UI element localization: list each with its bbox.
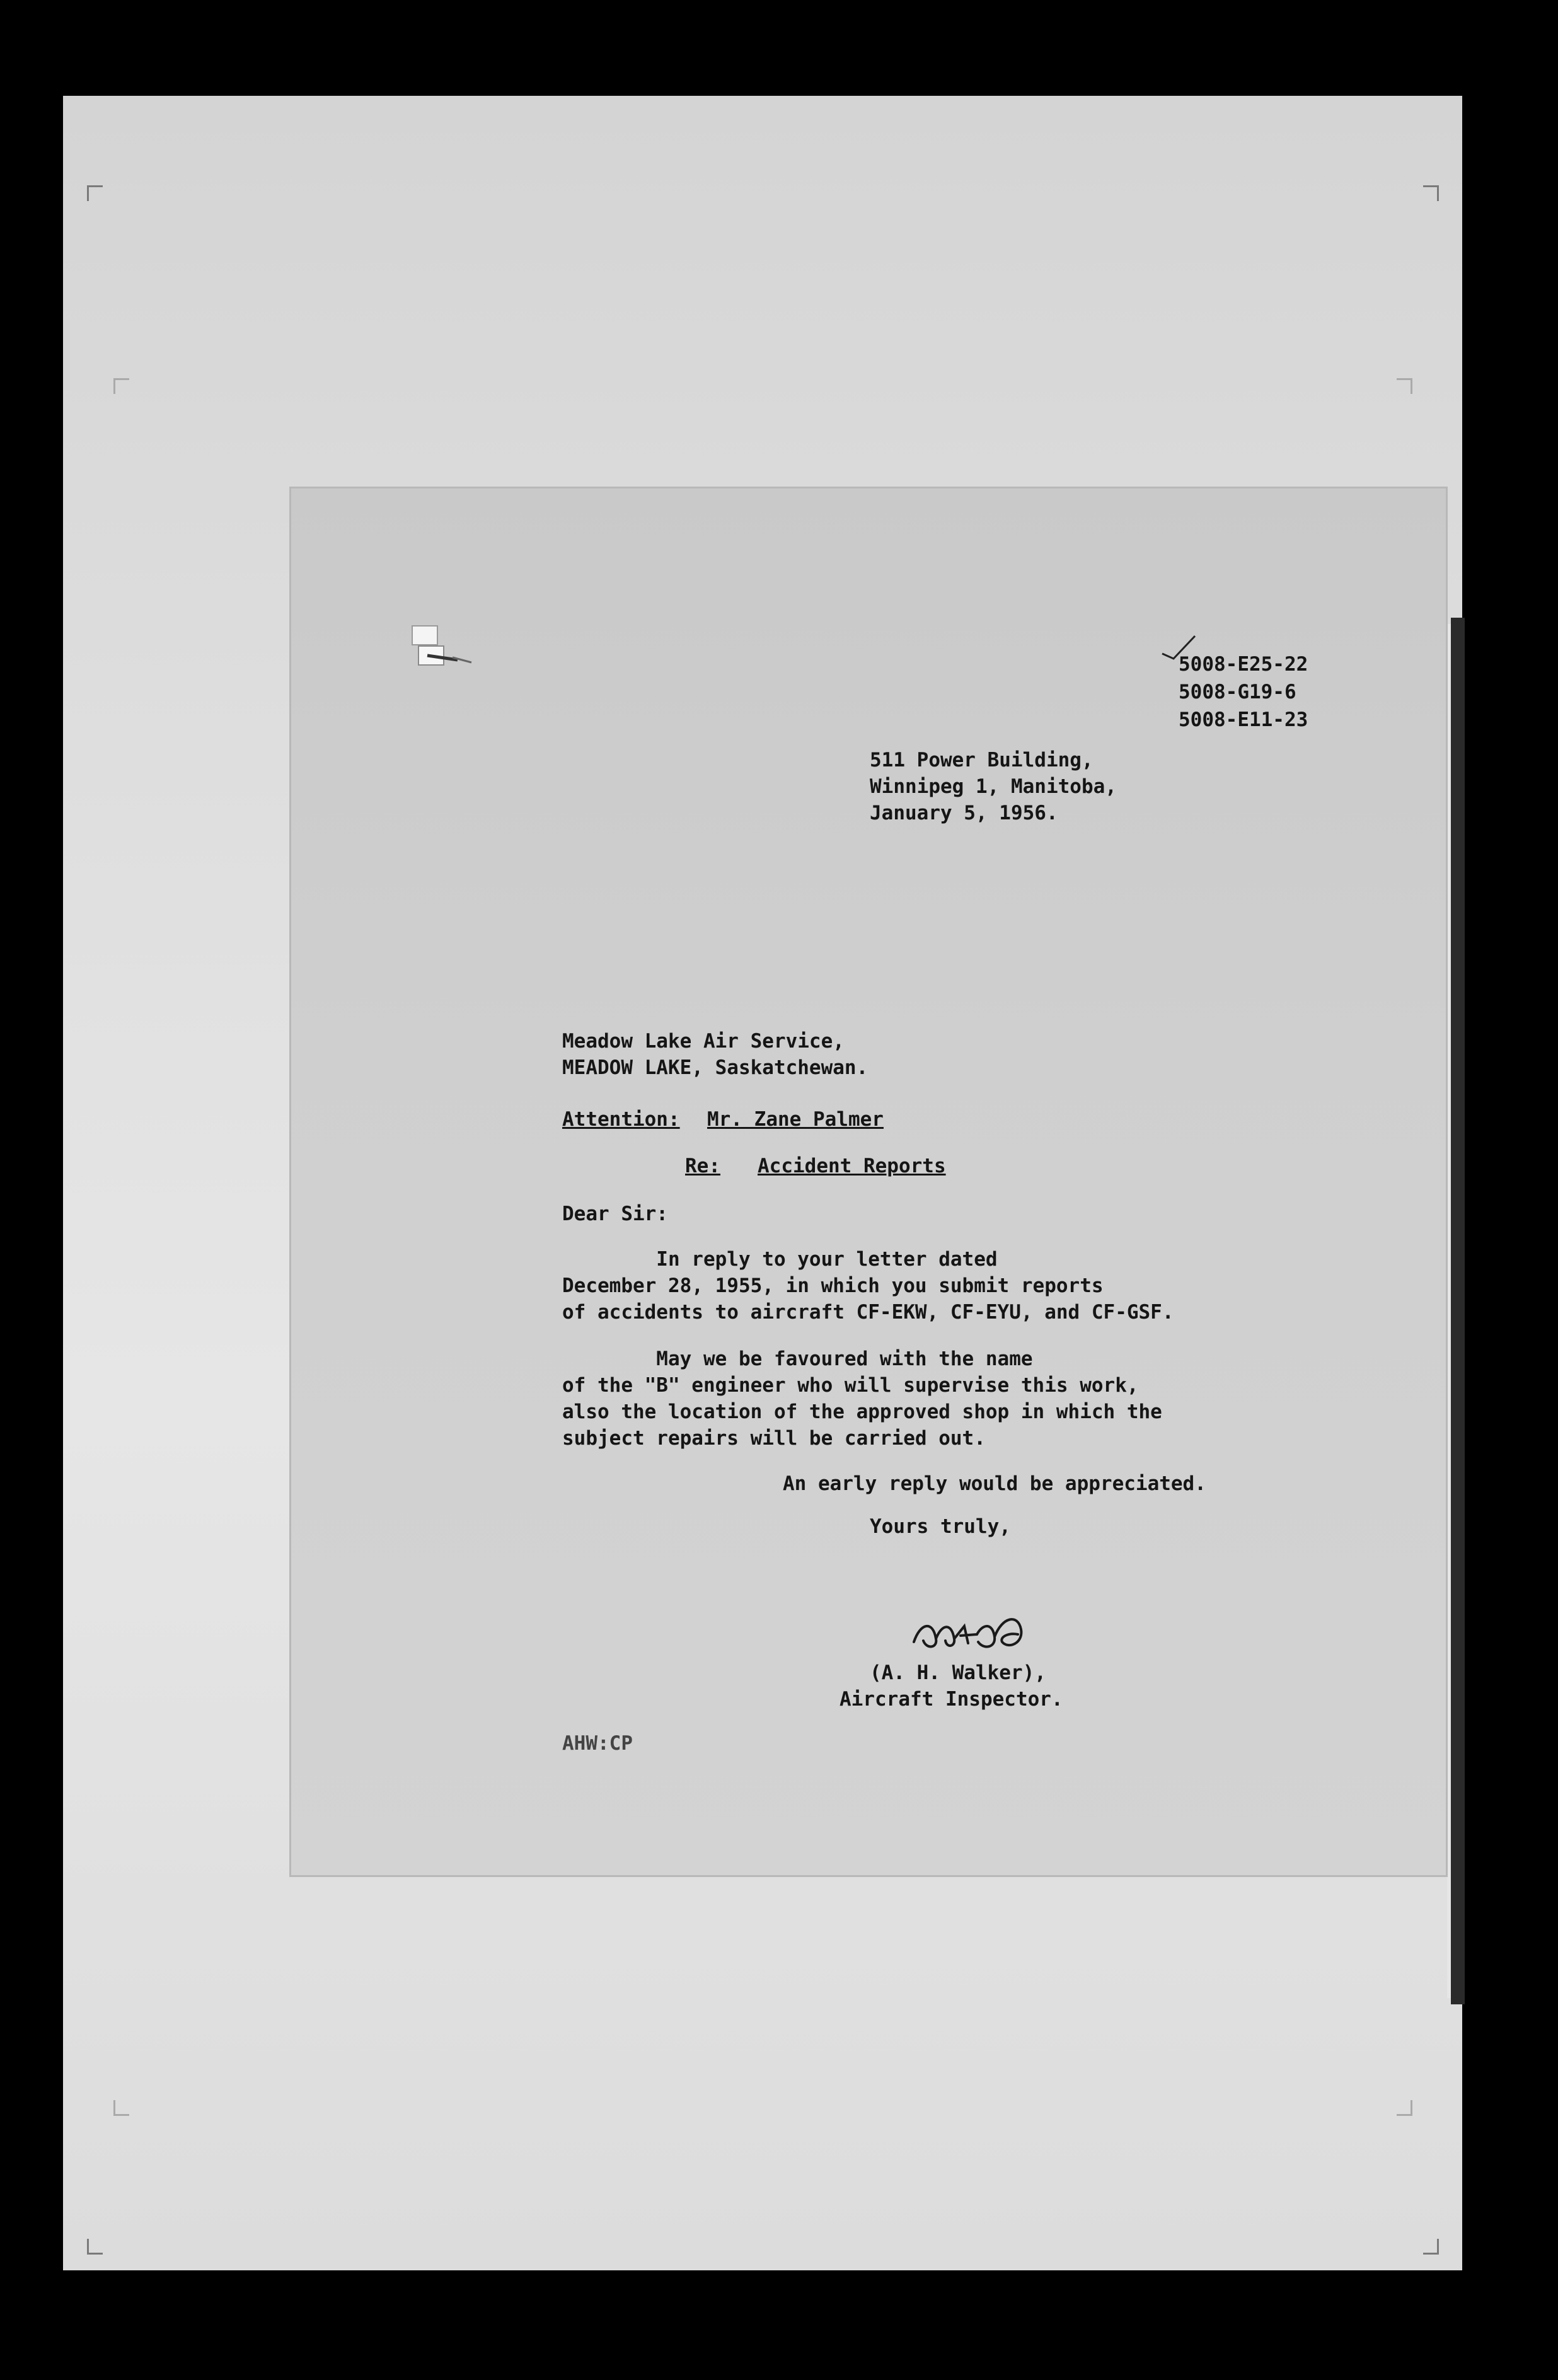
crop-mark-mid-left	[113, 378, 129, 394]
salutation: Dear Sir:	[562, 1203, 668, 1225]
document-edge-highlight	[1447, 624, 1451, 1998]
file-ref-1: 5008-E25-22	[1179, 653, 1308, 676]
typist-reference: AHW:CP	[562, 1732, 633, 1755]
paragraph-2-line-4: subject repairs will be carried out.	[562, 1427, 986, 1450]
paragraph-1-line-1: In reply to your letter dated	[562, 1248, 998, 1271]
crop-mark-lower-right	[1397, 2100, 1412, 2116]
crop-mark-top-left	[87, 185, 103, 201]
attention-label: Attention:	[562, 1108, 680, 1131]
recipient-line-2: MEADOW LAKE, Saskatchewan.	[562, 1056, 868, 1079]
sender-address-line-1: 511 Power Building,	[870, 749, 1093, 771]
paragraph-1-line-2: December 28, 1955, in which you submit reports	[562, 1274, 1104, 1297]
crop-mark-lower-left	[113, 2100, 129, 2116]
paragraph-2-line-2: of the "B" engineer who will supervise this work,	[562, 1374, 1139, 1397]
paragraph-3: An early reply would be appreciated.	[783, 1472, 1206, 1495]
re-label: Re:	[685, 1155, 720, 1177]
paragraph-2-line-1: May we be favoured with the name	[562, 1348, 1033, 1370]
recipient-line-1: Meadow Lake Air Service,	[562, 1030, 845, 1053]
file-ref-3: 5008-E11-23	[1179, 708, 1308, 731]
paragraph-1-line-3: of accidents to aircraft CF-EKW, CF-EYU, and CF-GSF.	[562, 1301, 1174, 1324]
handwritten-signature	[908, 1604, 1046, 1661]
letter-page	[291, 488, 1446, 1875]
sender-address-line-2: Winnipeg 1, Manitoba,	[870, 775, 1117, 798]
crop-mark-bottom-left	[87, 2239, 103, 2255]
document-edge-shadow	[1451, 618, 1465, 2004]
crop-mark-mid-right	[1397, 378, 1412, 394]
crop-mark-top-right	[1423, 185, 1439, 201]
file-ref-2: 5008-G19-6	[1179, 681, 1296, 703]
paper-clip-mark	[408, 621, 478, 684]
signatory-name: (A. H. Walker),	[870, 1661, 1046, 1684]
attention-name: Mr. Zane Palmer	[707, 1108, 884, 1131]
letter-date: January 5, 1956.	[870, 802, 1058, 824]
paragraph-2-line-3: also the location of the approved shop in which the	[562, 1401, 1162, 1423]
re-subject: Accident Reports	[758, 1155, 946, 1177]
crop-mark-bottom-right	[1423, 2239, 1439, 2255]
signatory-title: Aircraft Inspector.	[840, 1688, 1063, 1711]
closing: Yours truly,	[870, 1515, 1011, 1538]
